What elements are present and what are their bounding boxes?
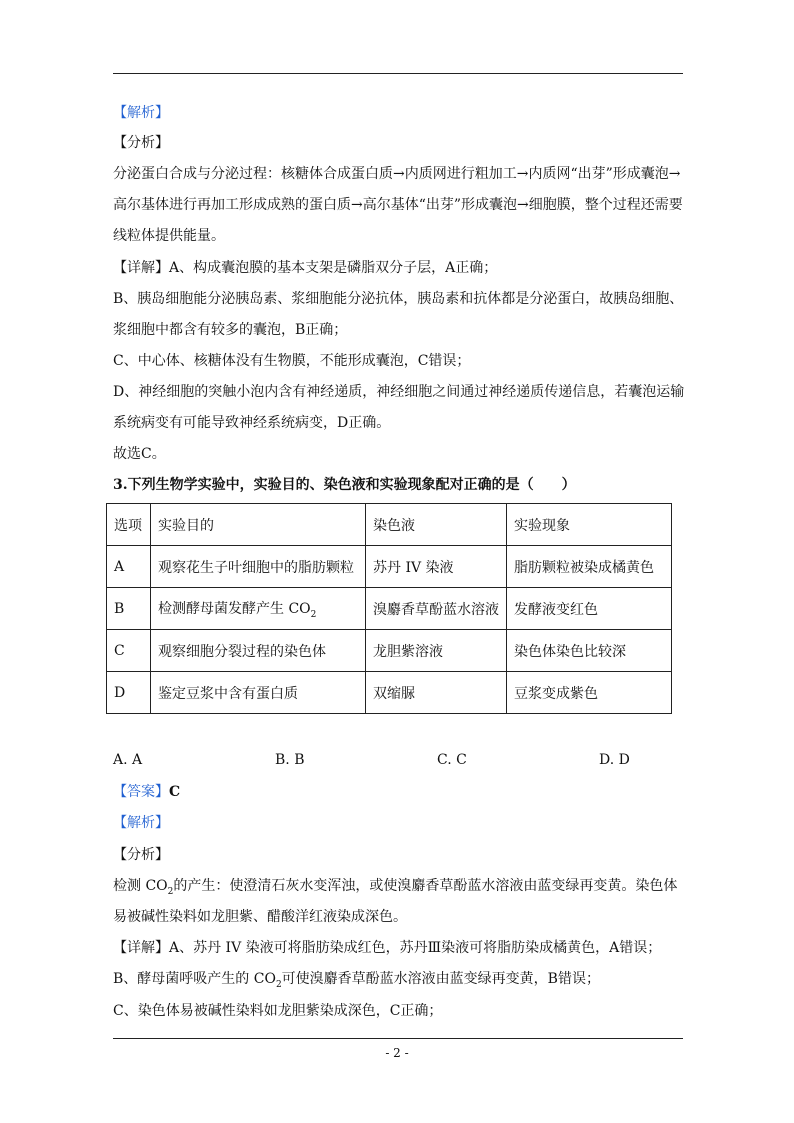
- detail-b-line-2: 浆细胞中都含有较多的囊泡，B正确；: [113, 322, 348, 338]
- detail-a-text: A、构成囊泡膜的基本支架是磷脂双分子层，A正确；: [169, 260, 498, 276]
- answer-tag: 【答案】: [113, 784, 169, 800]
- table-cell: 发酵液变红色: [507, 588, 672, 630]
- table-cell: 染色体染色比较深: [507, 630, 672, 672]
- option-c: C. C: [437, 752, 467, 768]
- conclusion: 故选C。: [113, 446, 166, 462]
- analysis2-text-a: 检测 CO: [113, 878, 168, 894]
- table-cell: 观察花生子叶细胞中的脂肪颗粒: [151, 546, 366, 588]
- answer-line: [113, 782, 688, 802]
- table-cell: D: [107, 672, 151, 714]
- footer-rule: [113, 1038, 683, 1039]
- question-3-stem: [113, 475, 688, 495]
- option-b: B. B: [275, 752, 305, 768]
- table-cell: C: [107, 630, 151, 672]
- table-row: [107, 672, 672, 714]
- subscript: 2: [275, 979, 282, 990]
- page-number: - 2 -: [385, 1046, 409, 1060]
- detail-d-line-2: 系统病变有可能导致神经系统病变，D正确。: [113, 415, 391, 431]
- table-cell: 鉴定豆浆中含有蛋白质: [151, 672, 366, 714]
- detail-d-line-1: D、神经细胞的突触小泡内含有神经递质，神经细胞之间通过神经递质传递信息，若囊泡运输: [113, 384, 685, 400]
- table-row: [107, 588, 672, 630]
- option-a: A. A: [113, 752, 143, 768]
- table-cell-text: 检测酵母菌发酵产生 CO: [158, 600, 311, 617]
- header-rule: [113, 73, 683, 74]
- detail2-b: [113, 969, 688, 995]
- table-cell: 观察细胞分裂过程的染色体: [151, 630, 366, 672]
- table-row: [107, 630, 672, 672]
- table-cell: 溴麝香草酚蓝水溶液: [366, 588, 507, 630]
- analysis-line-2: 高尔基体进行再加工形成成熟的蛋白质→高尔基体“出芽”形成囊泡→细胞膜，整个过程还需要: [113, 197, 683, 213]
- analysis-line-1: 分泌蛋白合成与分泌过程：核糖体合成蛋白质→内质网进行粗加工→内质网“出芽”形成囊泡→: [113, 166, 681, 182]
- table-header-cell: 实验目的: [151, 504, 366, 546]
- table-cell: 豆浆变成紫色: [507, 672, 672, 714]
- table-header-row: [107, 504, 672, 546]
- option-d: D. D: [599, 752, 630, 768]
- table-cell: 双缩脲: [366, 672, 507, 714]
- detail2-c: C、染色体易被碱性染料如龙胆紫染成深色，C正确；: [113, 1003, 443, 1019]
- table-cell: 龙胆紫溶液: [366, 630, 507, 672]
- detail2-b-text-a: B、酵母菌呼吸产生的 CO: [113, 971, 276, 987]
- question-3-stem-text: 3.下列生物学实验中，实验目的、染色液和实验现象配对正确的是（ ）: [113, 477, 576, 493]
- jiexi-tag-2: 【解析】: [113, 815, 169, 831]
- detail-tag: 【详解】: [113, 260, 169, 276]
- detail2-a: [113, 938, 688, 958]
- fenxi-tag: 【分析】: [113, 135, 169, 151]
- answer-value: C: [169, 784, 181, 800]
- detail-c: C、中心体、核糖体没有生物膜，不能形成囊泡，C错误；: [113, 353, 471, 369]
- analysis2-line-2: 易被碱性染料如龙胆紫、醋酸洋红液染成深色。: [113, 909, 407, 925]
- detail2-a-text: A、苏丹 IV 染液可将脂肪染成红色，苏丹Ⅲ染液可将脂肪染成橘黄色，A错误；: [169, 940, 662, 956]
- table-header-cell: 选项: [107, 504, 151, 546]
- subscript: 2: [310, 609, 317, 620]
- table-cell: A: [107, 546, 151, 588]
- analysis2-line-1: [113, 876, 688, 902]
- experiment-table: [106, 503, 672, 714]
- fenxi-tag-2: 【分析】: [113, 847, 169, 863]
- analysis2-text-b: 的产生：使澄清石灰水变浑浊，或使溴麝香草酚蓝水溶液由蓝变绿再变黄。染色体: [173, 878, 678, 894]
- table-row: [107, 546, 672, 588]
- table-header-cell: 实验现象: [507, 504, 672, 546]
- jiexi-tag: 【解析】: [113, 105, 169, 121]
- detail-b-line-1: B、胰岛细胞能分泌胰岛素、浆细胞能分泌抗体，胰岛素和抗体都是分泌蛋白，故胰岛细胞、: [113, 291, 684, 307]
- detail2-b-text-b: 可使溴麝香草酚蓝水溶液由蓝变绿再变黄，B错误；: [281, 971, 600, 987]
- detail-tag-2: 【详解】: [113, 940, 169, 956]
- table-cell: 苏丹 IV 染液: [366, 546, 507, 588]
- subscript: 2: [167, 886, 174, 897]
- table-cell: B: [107, 588, 151, 630]
- analysis-line-3: 线粒体提供能量。: [113, 228, 225, 244]
- table-header-cell: 染色液: [366, 504, 507, 546]
- detail-a: [113, 258, 688, 278]
- table-cell: 脂肪颗粒被染成橘黄色: [507, 546, 672, 588]
- table-cell: [151, 588, 366, 630]
